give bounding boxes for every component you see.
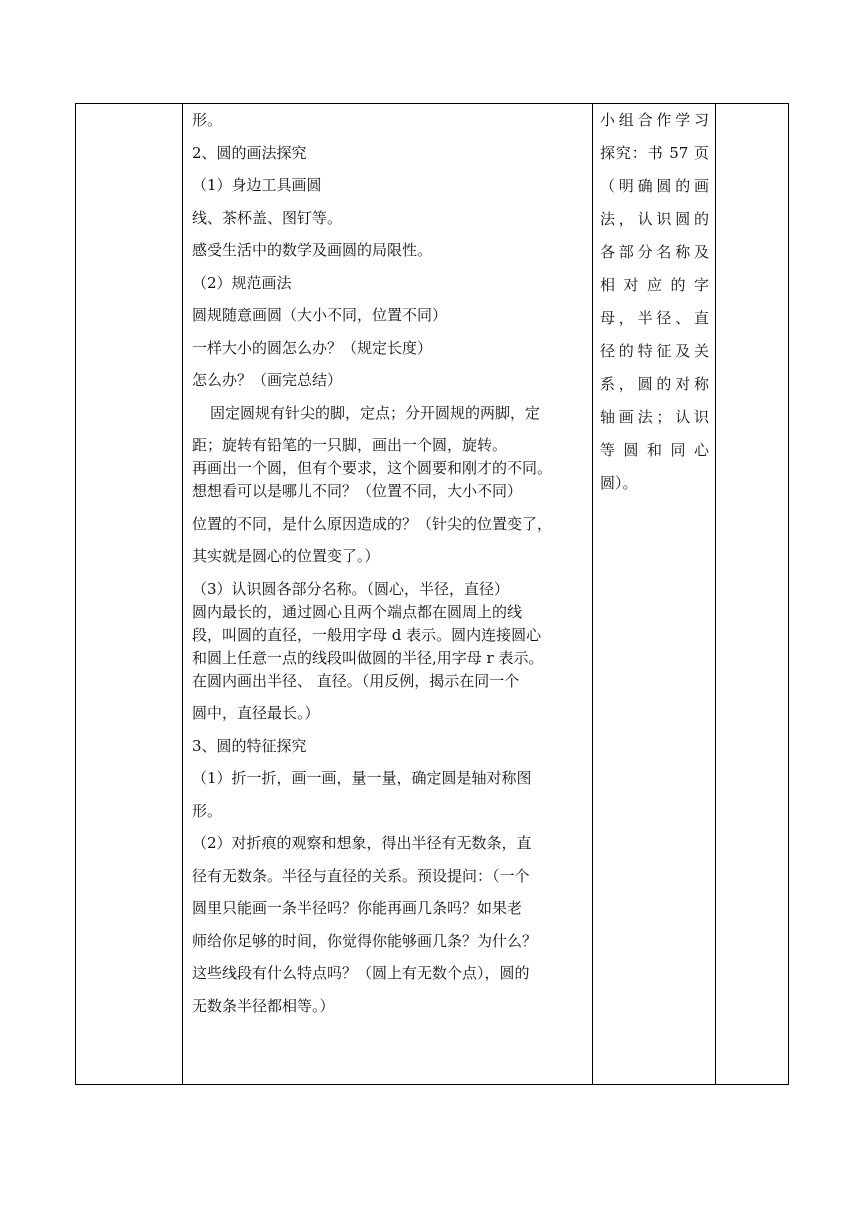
text-line: 师给你足够的时间，你觉得你能够画几条？为什么？ [192, 931, 538, 950]
text-line: （1）折一折，画一画，量一量，确定圆是轴对称图 [192, 769, 532, 787]
empty-right-cell [716, 104, 789, 1085]
text-line: 位置的不同，是什么原因造成的？（针尖的位置变了， [192, 514, 553, 533]
text-line: 固定圆规有针尖的脚，定点；分开圆规的两脚，定 [210, 403, 541, 422]
text-line: 线、茶杯盖、图钉等。 [192, 208, 343, 227]
text-line: 想想看可以是哪儿不同？（位置不同，大小不同） [192, 482, 523, 500]
text-line: 径有无数条。半径与直径的关系。预设提问：（一个 [192, 866, 530, 885]
teaching-process-cell [183, 104, 593, 1085]
activity-line: 母，半径、直 [600, 309, 709, 327]
teaching-process-text [183, 104, 592, 1015]
table-row [76, 104, 789, 1085]
text-line: 圆规随意画圆（大小不同，位置不同） [192, 306, 448, 324]
empty-left-cell [76, 104, 183, 1085]
text-line: 段，叫圆的直径，一般用字母 d 表示。圆内连接圆心 [192, 625, 542, 644]
text-line: （2）规范画法 [192, 273, 292, 292]
student-activity-cell [593, 104, 716, 1085]
text-line: 圆内最长的，通过圆心且两个端点都在圆周上的线 [192, 602, 523, 621]
text-line: 2、圆的画法探究 [192, 143, 307, 162]
activity-line: （明确圆的画 [600, 177, 709, 195]
activity-line: 小组合作学习 [600, 111, 709, 129]
text-line: 一样大小的圆怎么办？（规定长度） [192, 338, 433, 357]
text-line: 距；旋转有铅笔的一只脚，画出一个圆，旋转。 [192, 436, 508, 454]
text-line: 形。 [192, 801, 223, 820]
text-line: 再画出一个圆，但有个要求，这个圆要和刚才的不同。 [192, 459, 553, 477]
activity-line: 系，圆的对称 [600, 375, 709, 393]
text-line: 3、圆的特征探究 [192, 736, 307, 755]
text-line: （1）身边工具画圆 [192, 176, 322, 194]
text-line: 形。 [192, 111, 223, 129]
lesson-plan-table [75, 103, 789, 1085]
text-line: 圆中，直径最长。） [192, 704, 320, 722]
text-line: 和圆上任意一点的线段叫做圆的半径,用字母 r 表示。 [192, 648, 544, 667]
text-line: （3）认识圆各部分名称。（圆心，半径，直径） [192, 579, 510, 598]
activity-line: 等圆和同心 [600, 441, 709, 459]
text-line: 其实就是圆心的位置变了。） [192, 547, 380, 565]
activity-line: 径的特征及关 [600, 342, 709, 360]
student-activity-text [593, 104, 715, 492]
text-line: 怎么办？（画完总结） [192, 371, 343, 389]
text-line: 在圆内画出半径、 直径。（用反例，揭示在同一个 [192, 671, 520, 690]
text-line: （2）对折痕的观察和想象，得出半径有无数条，直 [192, 834, 532, 852]
text-line: 圆里只能画一条半径吗？你能再画几条吗？如果老 [192, 899, 523, 917]
text-line: 感受生活中的数学及画圆的局限性。 [192, 241, 433, 259]
text-line: 无数条半径都相等。） [192, 996, 335, 1015]
activity-line: 相对应的字 [600, 276, 709, 294]
activity-line: 各部分名称及 [600, 243, 709, 261]
activity-line: 探究：书 57 页 [600, 144, 709, 162]
activity-line: 圆）。 [600, 474, 638, 492]
text-line: 这些线段有什么特点吗？（圆上有无数个点），圆的 [192, 964, 530, 982]
activity-line: 轴画法；认识 [600, 408, 709, 426]
activity-line: 法，认识圆的 [600, 210, 709, 228]
